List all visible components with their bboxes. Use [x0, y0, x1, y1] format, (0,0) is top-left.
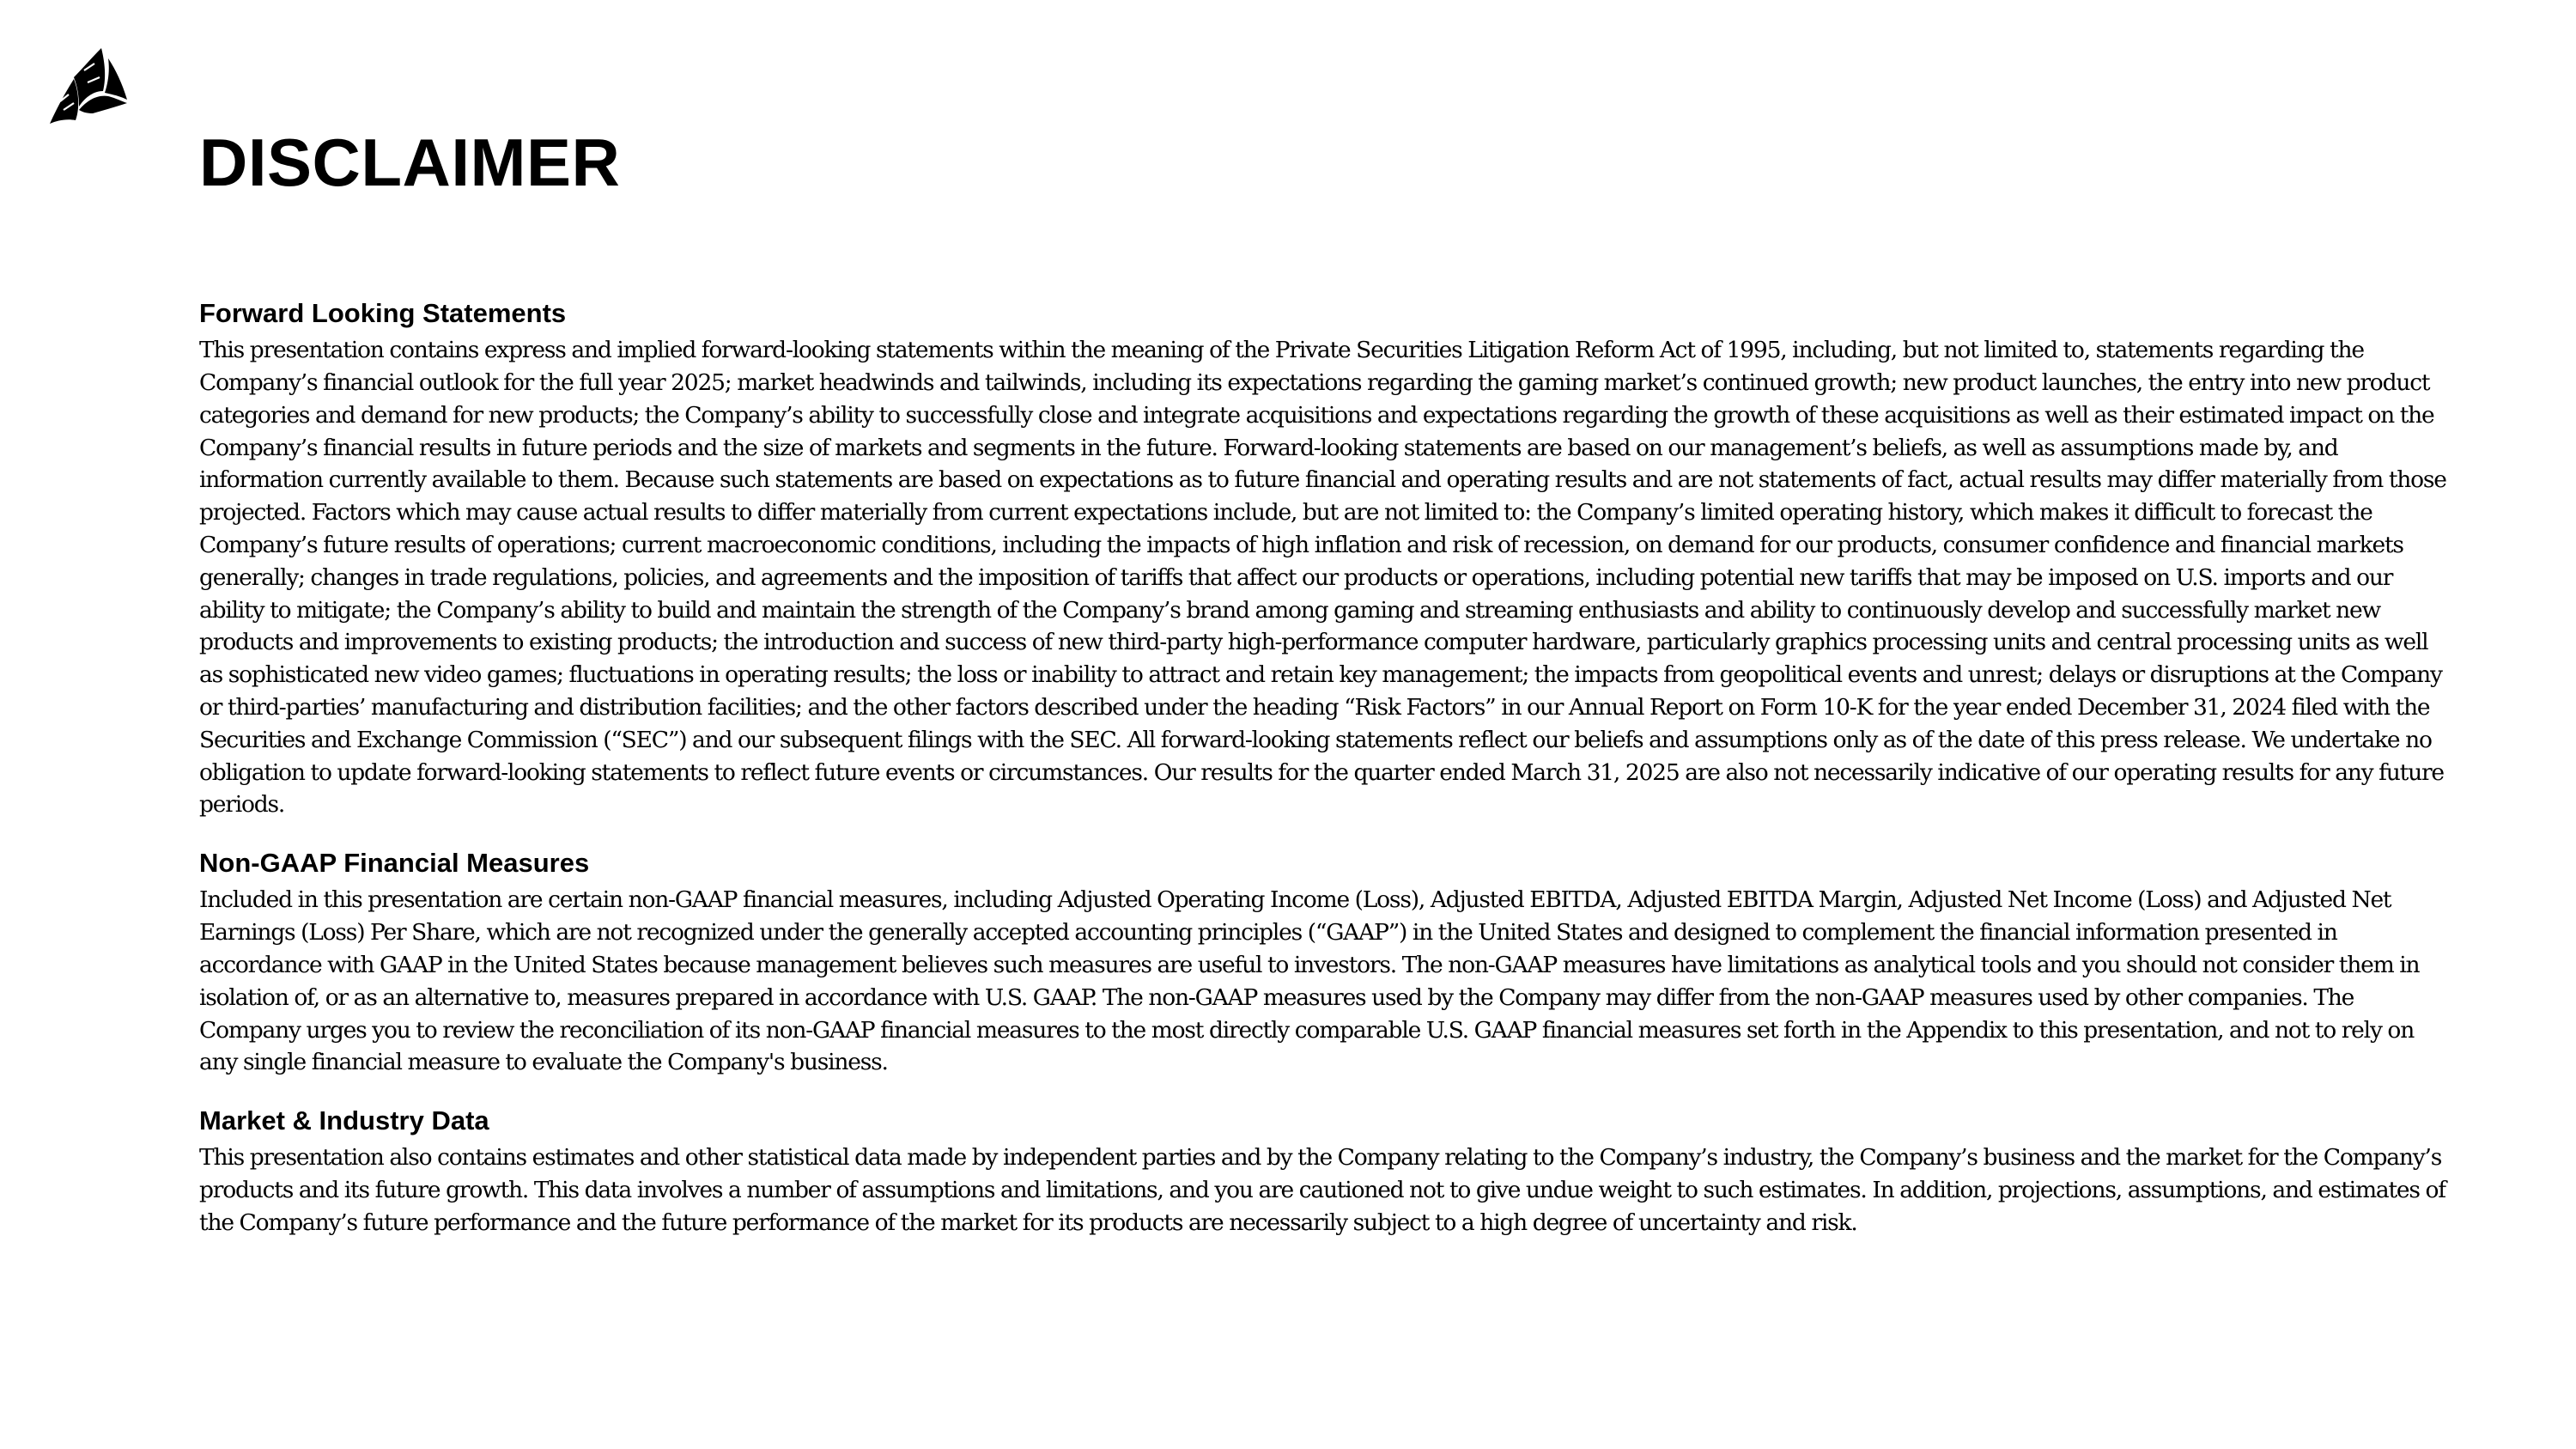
section-body: Included in this presentation are certain non-GAAP financial measures, including Adjusted Operating Income (Loss), Adjusted EBITDA, Adjusted EBITDA Margin, Adjusted Net Income (Loss) and Adjusted Net Earnings (Loss) Per Share, which are not recognized under the generally accepted accounting principles (“GAAP”) in the United States and designed to complement the financial information presented in accordance with GAAP in the United States because management believes such measures are useful to investors. The non-GAAP measures have limitations as analytical tools and you should not consider them in isolation of, or as an alternative to, measures prepared in accordance with U.S. GAAP. The non-GAAP measures used by the Company may differ from the non-GAAP measures used by other companies. The Company urges you to review the reconciliation of its non-GAAP financial measures to the most directly comparable U.S. GAAP financial measures set forth in the Appendix to this presentation, and not to rely on any single financial measure to evaluate the Company's business. [199, 886, 2420, 1076]
section-body: This presentation also contains estimates and other statistical data made by independent parties and by the Company relating to the Company’s industry, the Company’s business and the market for the Company’s products and its future growth. This data involves a number of assumptions and limitations, and you are cautioned not to give undue weight to such estimates. In addition, projections, assumptions, and estimates of the Company’s future performance and the future performance of the market for its products are necessarily subject to a high degree of uncertainty and risk. [199, 1144, 2445, 1236]
section-heading: Forward Looking Statements [199, 298, 567, 328]
section-heading: Non-GAAP Financial Measures [199, 848, 590, 879]
disclaimer-content [199, 297, 2449, 1265]
market-industry-data-section [199, 1105, 2449, 1239]
section-heading: Market & Industry Data [199, 1105, 489, 1136]
page-title: DISCLAIMER [199, 125, 621, 200]
non-gaap-financial-measures-section [199, 847, 2449, 1079]
corsair-sails-icon [45, 45, 131, 131]
section-body: This presentation contains express and implied forward-looking statements within the meaning of the Private Securities Litigation Reform Act of 1995, including, but not limited to, statements regarding the Company’s financial outlook for the full year 2025; market headwinds and tailwinds, including its expectations regarding the gaming market’s continued growth; new product launches, the entry into new product categories and demand for new products; the Company’s ability to successfully close and integrate acquisitions and expectations regarding the growth of these acquisitions as well as their estimated impact on the Company’s financial results in future periods and the size of markets and segments in the future. Forward-looking statements are based on our management’s beliefs, as well as assumptions made by, and information currently available to them. Because such statements are based on expectations as to future financial and operating results and are not statements of fact, actual results may differ materially from those projected. Factors which may cause actual results to differ materially from current expectations include, but are not limited to: the Company’s limited operating history, which makes it difficult to forecast the Company’s future results of operations; current macroeconomic conditions, including the impacts of high inflation and risk of recession, on demand for our products, consumer confidence and financial markets generally; changes in trade regulations, policies, and agreements and the imposition of tariffs that affect our products or operations, including potential new tariffs that may be imposed on U.S. imports and our ability to mitigate; the Company’s ability to build and maintain the strength of the Company’s brand among gaming and streaming enthusiasts and ability to continuously develop and successfully market new products and improvements to existing products; the introduction and success of new third-party high-performance computer hardware, particularly graphics processing units and central processing units as well as sophisticated new video games; fluctuations in operating results; the loss or inability to attract and retain key management; the impacts from geopolitical events and unrest; delays or disruptions at the Company or third-parties’ manufacturing and distribution facilities; and the other factors described under the heading “Risk Factors” in our Annual Report on Form 10-K for the year ended December 31, 2024 filed with the Securities and Exchange Commission (“SEC”) and our subsequent filings with the SEC. All forward-looking statements reflect our beliefs and assumptions only as of the date of this press release. We undertake no obligation to update forward-looking statements to reflect future events or circumstances. Our results for the quarter ended March 31, 2025 are also not necessarily indicative of our operating results for any future periods. [199, 337, 2446, 819]
forward-looking-statements-section [199, 297, 2449, 821]
